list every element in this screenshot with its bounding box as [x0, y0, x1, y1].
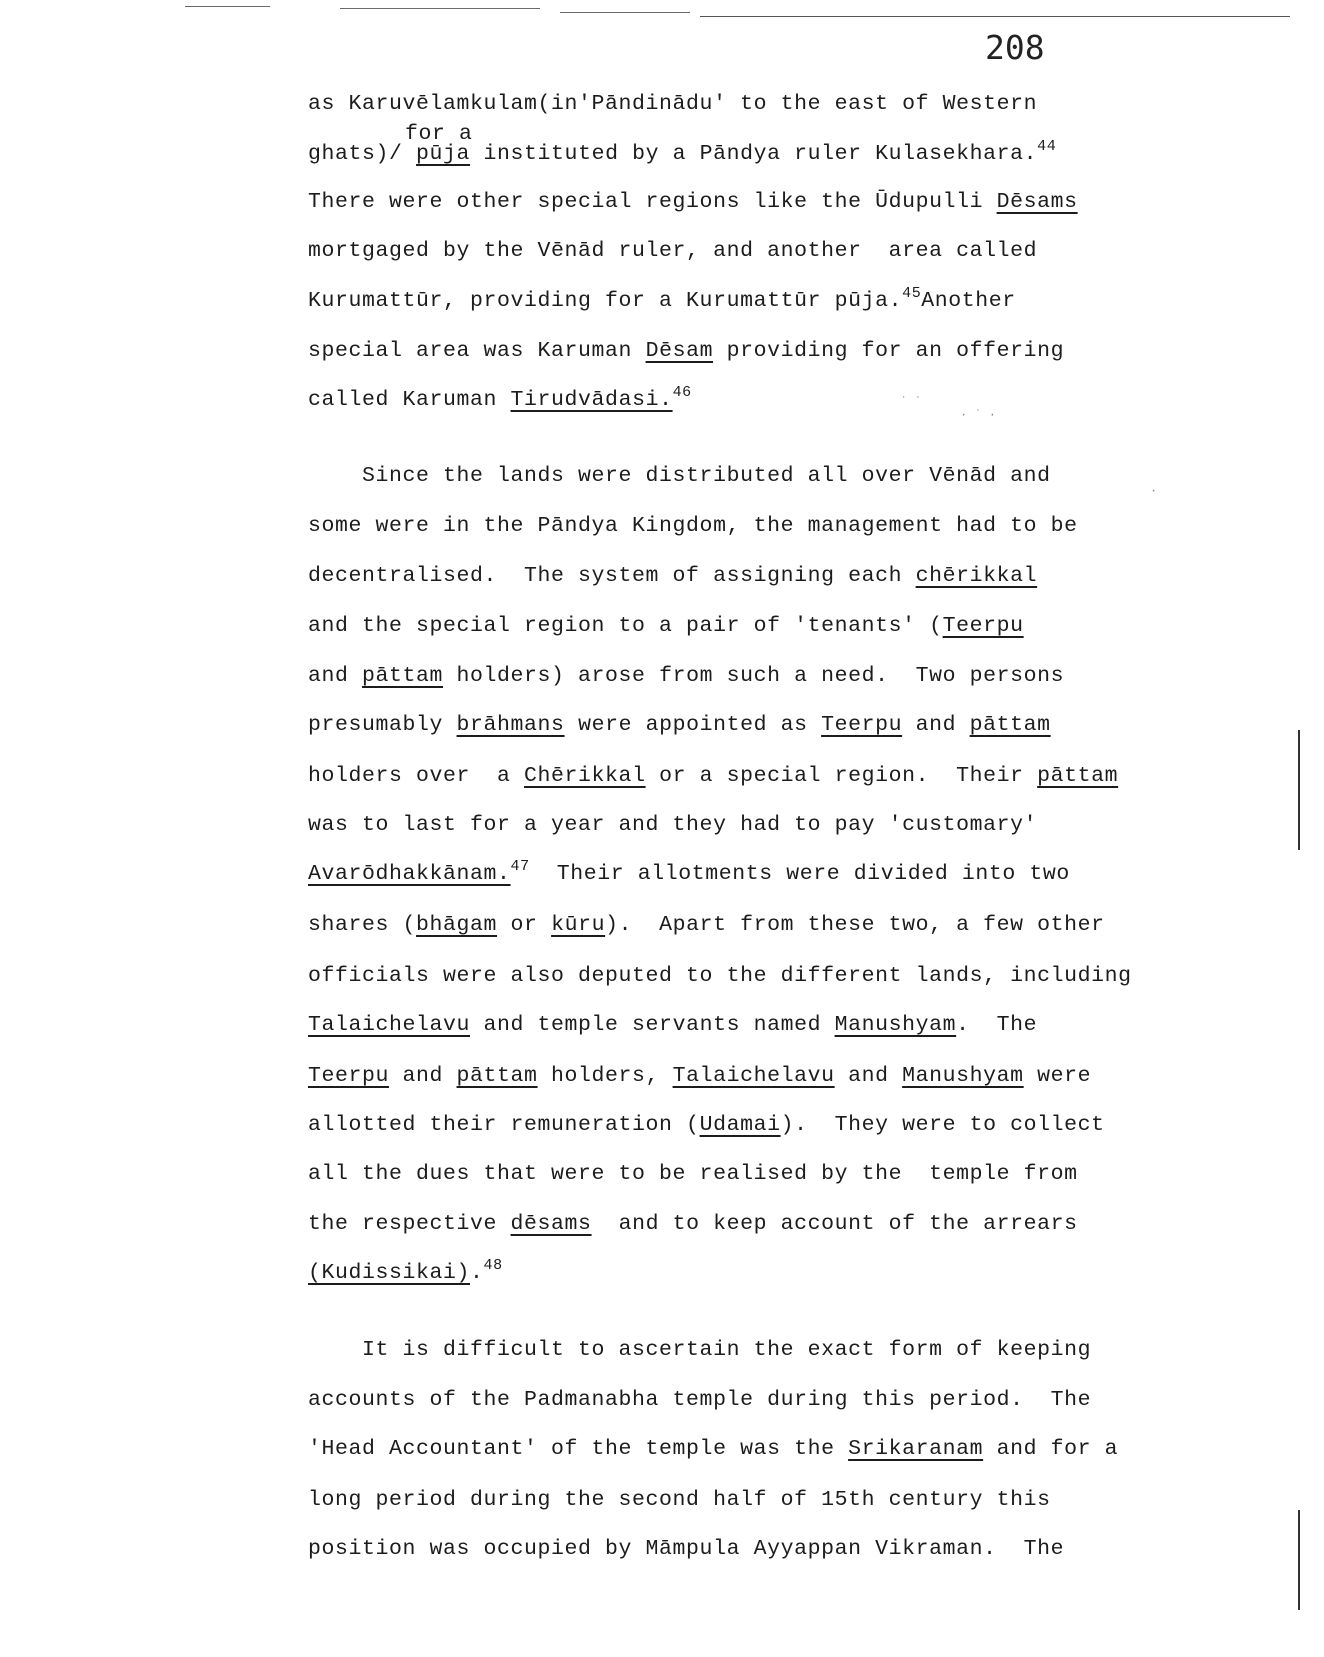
text-run: some were in the Pāndya Kingdom, the management had to be — [308, 514, 1078, 538]
text-line — [308, 1390, 1091, 1412]
page-number: 208 — [985, 28, 1045, 67]
underlined-term: Teerpu — [308, 1064, 390, 1088]
underlined-term: Talaichelavu — [672, 1064, 835, 1088]
text-run: or a special region. Their — [645, 764, 1038, 788]
underlined-term: pāttam — [969, 713, 1051, 737]
text-run: 'Head Accountant' of the temple was the — [308, 1437, 849, 1461]
underlined-term: Udamai — [699, 1113, 781, 1137]
scan-edge-line — [700, 16, 1290, 17]
text-run: called Karuman — [308, 388, 511, 412]
text-run: as Karuvēlamkulam(in'Pāndinādu' to the east of Western — [308, 92, 1038, 116]
text-run: allotted their remuneration ( — [308, 1113, 700, 1137]
text-line — [308, 1066, 1091, 1088]
text-line — [308, 1115, 1105, 1137]
underlined-term: dēsams — [510, 1212, 592, 1236]
scan-margin-mark — [1298, 1510, 1300, 1610]
underlined-term: Chērikkal — [524, 764, 646, 788]
footnote-ref: 46 — [672, 384, 692, 401]
text-run: . The — [956, 1013, 1038, 1037]
text-run: and — [308, 664, 363, 688]
underlined-term: Dēsam — [645, 339, 714, 363]
text-line — [308, 384, 692, 412]
underlined-term: pūja — [416, 142, 471, 166]
footnote-ref: 45 — [902, 285, 922, 302]
text-run: and temple servants named — [470, 1013, 835, 1037]
text-run: decentralised. The system of assigning each — [308, 564, 916, 588]
text-line — [308, 241, 1037, 263]
text-line — [308, 1015, 1037, 1037]
text-line — [308, 1214, 1078, 1236]
scan-speck: ˙ ˙ — [900, 395, 922, 409]
text-line — [308, 766, 1118, 788]
text-run: or — [497, 913, 552, 937]
footnote-ref: 48 — [483, 1257, 503, 1274]
text-line — [308, 1490, 1051, 1512]
underlined-term: chērikkal — [915, 564, 1038, 588]
underlined-term: Tirudvādasi. — [510, 388, 673, 412]
text-run: and for a — [983, 1437, 1119, 1461]
text-run: It is difficult to ascertain the exact form of keeping — [308, 1338, 1092, 1362]
text-run: mortgaged by the Vēnād ruler, and another area called — [308, 239, 1038, 263]
scan-margin-mark — [1298, 730, 1300, 850]
text-run: ). Apart from these two, a few other — [605, 913, 1105, 937]
text-run: . — [470, 1261, 484, 1285]
text-line — [308, 566, 1037, 588]
text-run: were — [1023, 1064, 1092, 1088]
text-run: and to keep account of the arrears — [591, 1212, 1078, 1236]
scan-speck: · ˙ · — [960, 408, 997, 422]
underlined-term: Teerpu — [942, 614, 1024, 638]
text-line — [308, 858, 1070, 886]
text-run: There were other special regions like the Ūdupulli — [308, 190, 997, 214]
underlined-term: pāttam — [1037, 764, 1119, 788]
underlined-term: pāttam — [456, 1064, 538, 1088]
underlined-term: kūru — [551, 913, 606, 937]
underlined-term: (Kudissikai) — [308, 1261, 471, 1285]
text-line — [308, 715, 1051, 737]
text-line — [308, 94, 1037, 116]
text-run: and — [389, 1064, 457, 1088]
underlined-term: Manushyam — [902, 1064, 1024, 1088]
text-run: special area was Karuman — [308, 339, 646, 363]
underlined-term: Avarōdhakkānam. — [308, 862, 511, 886]
scan-speck: · — [1150, 484, 1158, 498]
text-run: Since the lands were distributed all over Vēnād and — [308, 464, 1051, 488]
text-line — [308, 466, 1051, 488]
scan-edge-line — [560, 12, 690, 13]
text-run: Another — [921, 289, 1016, 313]
text-run: Their allotments were divided into two — [529, 862, 1070, 886]
underlined-term: Dēsams — [996, 190, 1078, 214]
text-run: presumably — [308, 713, 457, 737]
text-run: ghats)/ — [308, 142, 417, 166]
interlinear-insertion: for a — [405, 122, 473, 146]
text-run: and — [834, 1064, 903, 1088]
text-line — [308, 616, 1024, 638]
text-line — [308, 915, 1105, 937]
text-run: were appointed as — [564, 713, 822, 737]
text-run: holders over a — [308, 764, 525, 788]
footnote-ref: 44 — [1037, 138, 1057, 155]
underlined-term: Talaichelavu — [308, 1013, 471, 1037]
text-line — [308, 516, 1078, 538]
text-run: was to last for a year and they had to pay 'customary' — [308, 813, 1038, 837]
text-run: officials were also deputed to the different lands, including — [308, 964, 1132, 988]
text-run: the respective — [308, 1212, 511, 1236]
text-run: instituted by a Pāndya ruler Kulasekhara. — [470, 142, 1038, 166]
text-run: and — [902, 713, 970, 737]
text-line — [308, 966, 1132, 988]
underlined-term: Teerpu — [821, 713, 903, 737]
text-run: accounts of the Padmanabha temple during this period. The — [308, 1388, 1092, 1412]
underlined-term: bhāgam — [416, 913, 498, 937]
footnote-ref: 47 — [510, 858, 530, 875]
text-line — [308, 1257, 503, 1285]
underlined-term: Srikaranam — [848, 1437, 984, 1461]
text-run: providing for an offering — [713, 339, 1065, 363]
scan-edge-line — [185, 6, 270, 7]
text-line — [308, 666, 1064, 688]
text-line — [308, 138, 1057, 166]
text-line — [308, 285, 1016, 313]
text-line — [308, 1340, 1091, 1362]
text-run: Kurumattūr, providing for a Kurumattūr pūja. — [308, 289, 903, 313]
text-line — [308, 1164, 1078, 1186]
text-run: holders) arose from such a need. Two persons — [443, 664, 1065, 688]
text-run: and the special region to a pair of 'tenants' ( — [308, 614, 943, 638]
text-run: ). They were to collect — [780, 1113, 1105, 1137]
text-line — [308, 815, 1037, 837]
underlined-term: pāttam — [362, 664, 444, 688]
text-run: shares ( — [308, 913, 417, 937]
underlined-term: brāhmans — [456, 713, 565, 737]
text-line — [308, 1439, 1118, 1461]
text-line — [308, 1539, 1064, 1561]
text-run: long period during the second half of 15th century this — [308, 1488, 1051, 1512]
text-run: holders, — [537, 1064, 673, 1088]
text-run: position was occupied by Māmpula Ayyappan Vikraman. The — [308, 1537, 1065, 1561]
underlined-term: Manushyam — [834, 1013, 957, 1037]
text-line — [308, 192, 1078, 214]
text-line — [308, 341, 1064, 363]
text-run: all the dues that were to be realised by the temple from — [308, 1162, 1078, 1186]
scan-edge-line — [340, 8, 540, 9]
